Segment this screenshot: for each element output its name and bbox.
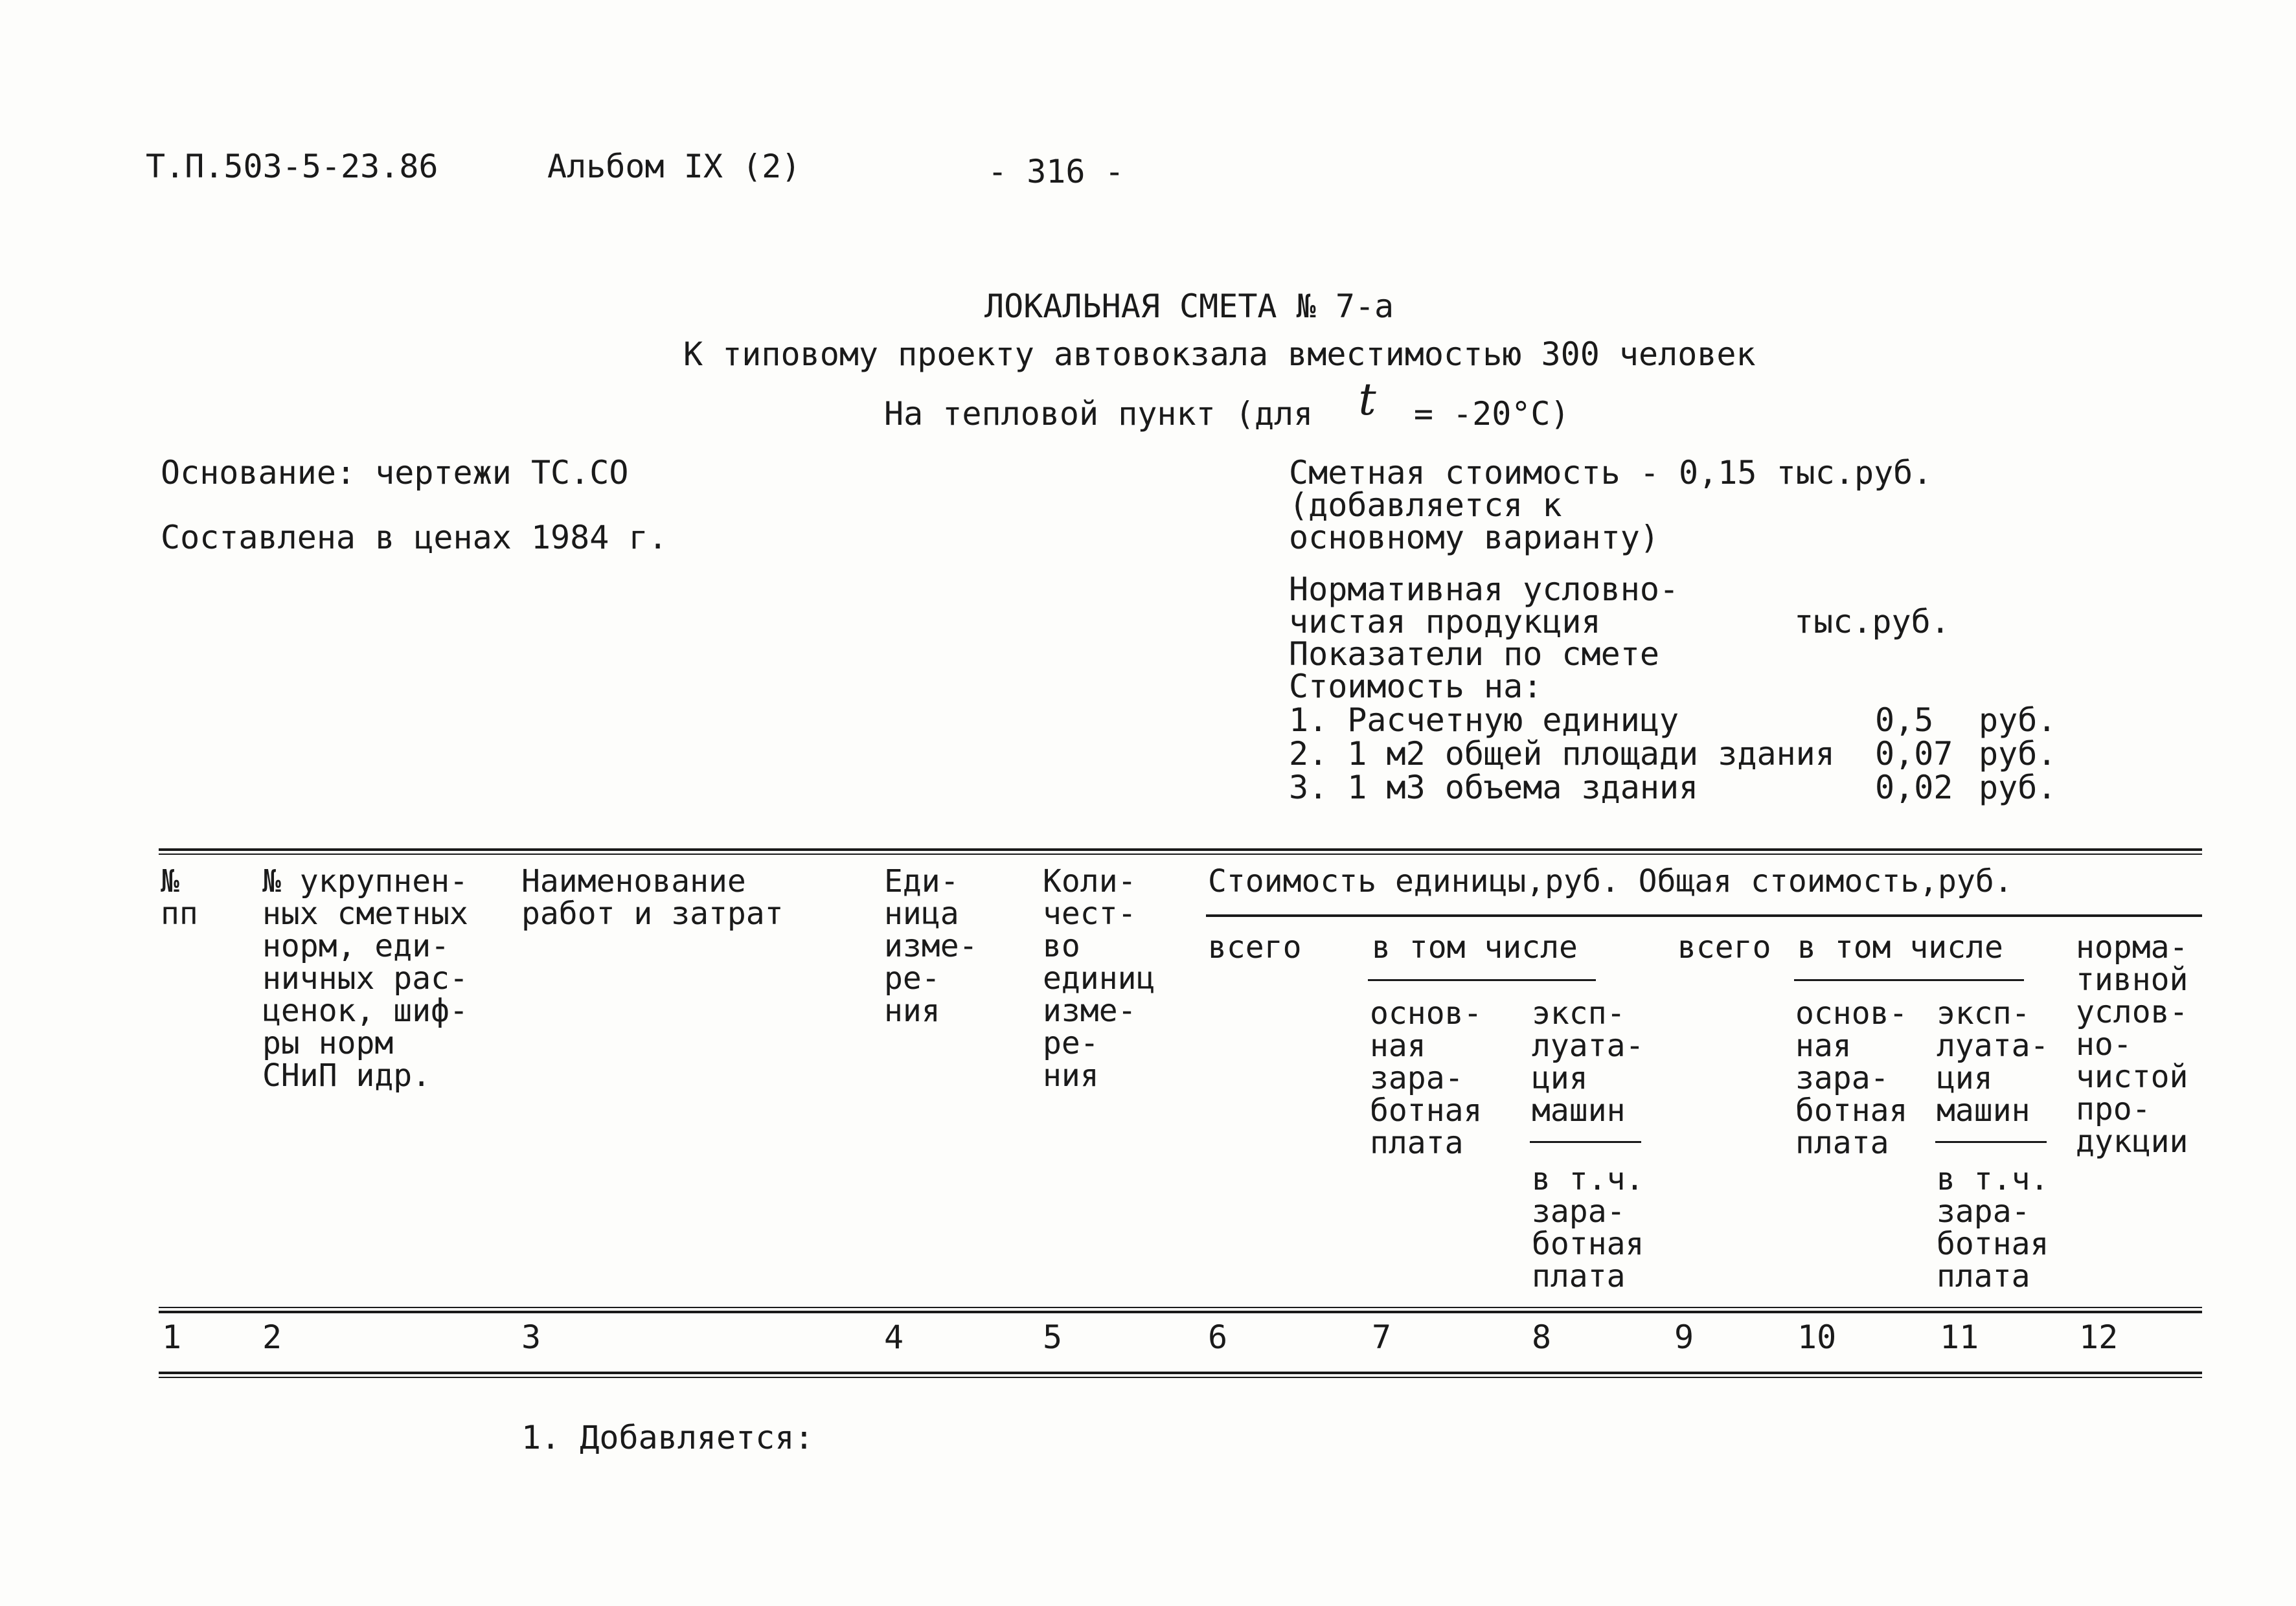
column-number: 12 [2079,1318,2119,1356]
table-top-rule [159,848,2202,851]
header-overall-machine-wage: в т.ч. зара- ботная плата [1937,1161,2049,1295]
document-code: Т.П.503-5-23.86 [146,148,438,185]
normative-label-2: чистая продукция [1289,603,1601,640]
indicator-label: 1. Расчетную единицу [1289,701,1679,739]
header-unit-total: всего [1208,929,1302,966]
project-subtitle: К типовому проекту автовокзала вместимостью 300 человек [683,335,1756,373]
header-span-rule [1206,914,2202,917]
indicator-unit: руб. [1979,769,2057,806]
header-normative-product: норма- тивной услов- но- чистой про- дукции [2076,929,2188,1160]
column-number: 4 [884,1318,904,1356]
estimated-cost-note-1: (добавляется к [1289,486,1562,524]
header-unit-machine-wage: в т.ч. зара- ботная плата [1532,1161,1644,1295]
heat-point-subtitle [884,374,1570,433]
indicator-value: 0,02 [1875,769,1953,806]
estimate-title: ЛОКАЛЬНАЯ СМЕТА № 7-а [984,288,1394,325]
header-work-name: Наименование работ и затрат [521,863,784,932]
subtitle-prefix: На тепловой пункт (для [884,395,1313,433]
header-overall-wage: основ- ная зара- ботная плата [1795,995,1908,1161]
header-unit-including: в том числе [1372,929,1578,966]
temperature-symbol: t [1358,374,1376,425]
estimated-cost: Сметная стоимость - 0,15 тыс.руб. [1289,454,1933,492]
header-overall-including-rule [1794,979,2024,981]
column-number: 11 [1940,1318,1979,1356]
indicator-value: 0,07 [1875,735,1953,773]
header-cost-span: Стоимость единицы,руб. Общая стоимость,руб. [1208,863,2013,899]
header-overall-machines: эксп- луата- ция машин [1937,995,2049,1129]
header-norm-code: № укрупнен- ных сметных норм, еди- ничных рас- ценок, шиф- ры норм СНиП идр. [262,863,468,1094]
album-label: Альбом IX (2) [547,148,801,185]
header-overall-machines-rule [1935,1141,2047,1143]
column-number: 3 [521,1318,541,1356]
column-numbers-rule [159,1372,2202,1374]
column-number: 10 [1797,1318,1837,1356]
normative-label-1: Нормативная условно- [1289,571,1679,608]
indicator-unit: руб. [1979,735,2057,773]
header-unit-wage: основ- ная зара- ботная плата [1370,995,1483,1161]
column-number: 2 [262,1318,282,1356]
indicator-label: 3. 1 м3 объема здания [1289,769,1699,806]
indicators-label: Показатели по смете [1289,635,1659,673]
column-number: 8 [1532,1318,1552,1356]
basis-text: Основание: чертежи ТС.СО [161,454,629,492]
column-number: 9 [1674,1318,1694,1356]
page-number: - 316 - [988,153,1124,190]
estimated-cost-note-2: основному варианту) [1289,519,1659,556]
header-row-number: № пп [161,863,198,932]
indicator-value: 0,5 [1875,701,1934,739]
column-number: 6 [1208,1318,1228,1356]
header-unit-machines: эксп- луата- ция машин [1532,995,1644,1129]
indicator-label: 2. 1 м2 общей площади здания [1289,735,1835,773]
normative-unit: тыс.руб. [1794,603,1950,640]
header-quantity: Коли- чест- во единиц изме- ре- ния [1043,863,1155,1094]
header-overall-including: в том числе [1797,929,2003,966]
header-unit-including-rule [1368,979,1596,981]
header-unit-machines-rule [1530,1141,1641,1143]
header-bottom-rule [159,1311,2202,1313]
section-heading: 1. Добавляется: [521,1419,814,1456]
header-unit: Еди- ница изме- ре- ния [884,863,978,1029]
prices-text: Составлена в ценах 1984 г. [161,519,668,556]
column-number: 7 [1372,1318,1392,1356]
header-overall-total: всего [1677,929,1771,966]
table-top-rule-thin [159,854,2202,855]
subtitle-suffix: = -20°C) [1413,395,1570,433]
indicator-unit: руб. [1979,701,2057,739]
column-number: 1 [162,1318,182,1356]
header-bottom-rule-thin [159,1307,2202,1308]
column-number: 5 [1043,1318,1063,1356]
column-numbers-rule-thin [159,1377,2202,1378]
cost-per-label: Стоимость на: [1289,668,1543,705]
